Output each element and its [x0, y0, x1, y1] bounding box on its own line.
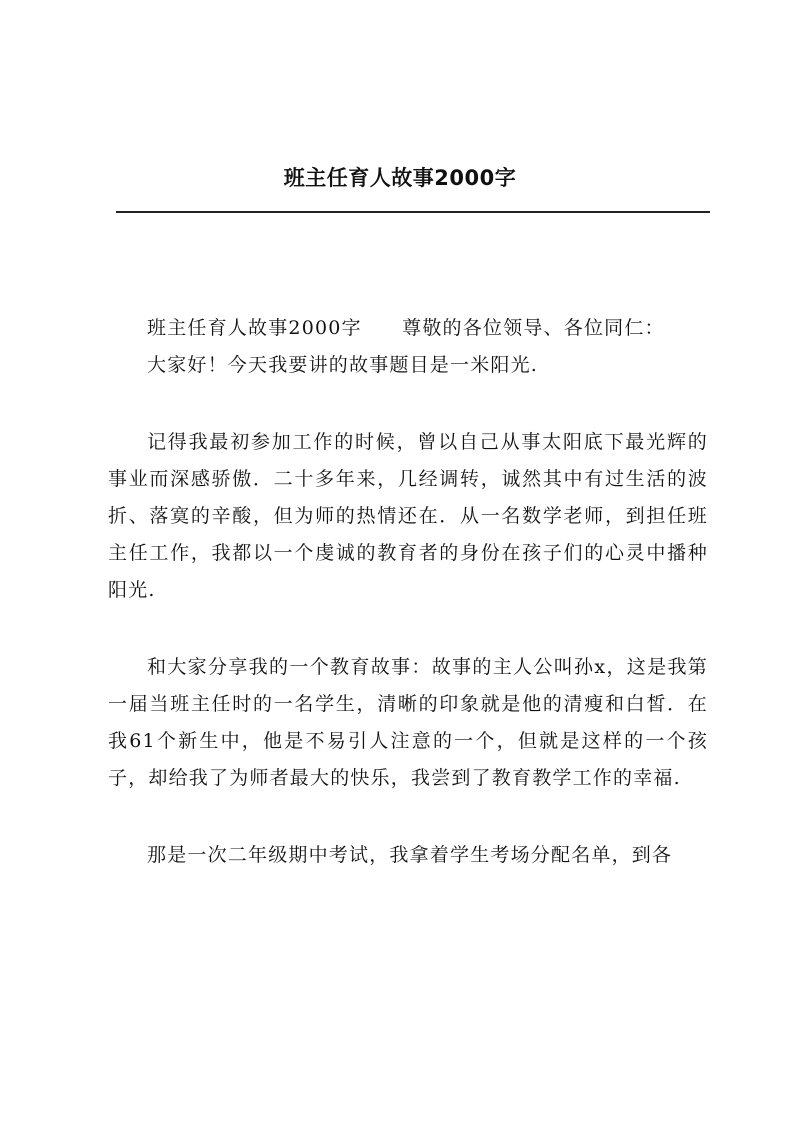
title-divider: [116, 211, 710, 213]
intro-line-1: 班主任育人故事2000字 尊敬的各位领导、各位同仁：: [147, 317, 665, 339]
document-body: [108, 310, 708, 874]
body-paragraph-2: 和大家分享我的一个教育故事：故事的主人公叫孙x，这是我第一届当班主任时的一名学生，清晰的印象就是他的清瘦和白皙．在我61个新生中，他是不易引人注意的一个，但就是这样的一个孩子，却给我了为师者最大的快乐，我尝到了教育教学工作的幸福.: [108, 656, 708, 789]
body-paragraph-3: 那是一次二年级期中考试，我拿着学生考场分配名单，到各: [147, 844, 673, 866]
intro-line-2: 大家好！今天我要讲的故事题目是一米阳光.: [147, 354, 539, 376]
page-title: 班主任育人故事2000字: [283, 166, 517, 190]
intro-paragraph: [108, 310, 708, 384]
body-paragraph-1: 记得我最初参加工作的时候，曾以自己从事太阳底下最光辉的事业而深感骄傲．二十多年来，几经调转，诚然其中有过生活的波折、落寞的辛酸，但为师的热情还在．从一名数学老师，到担任班主任工作，我都以一个虔诚的教育者的身份在孩子们的心灵中播种阳光.: [108, 431, 708, 601]
